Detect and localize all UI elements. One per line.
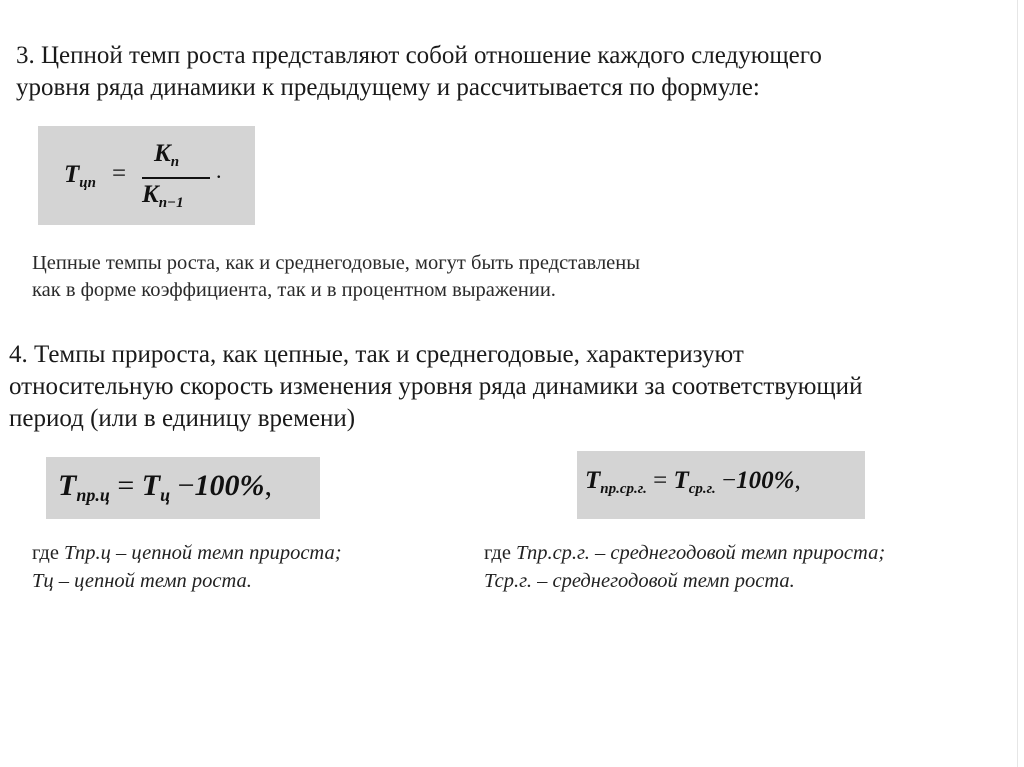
note-line-2: как в форме коэффициента, так и в процентном выражении. [32, 279, 556, 301]
formula-numerator [154, 140, 180, 171]
formula-end-mark: . [216, 158, 222, 183]
definition-average-increment: Тпр.ср.г. – среднегодовой темп прироста; [516, 542, 886, 564]
numerator-subscript: n [170, 154, 180, 171]
lhs-subscript: пр.ср.г. [600, 481, 647, 498]
growth-rate-note [32, 250, 640, 304]
section-4-line-2: относительную скорость изменения уровня ряда динамики за соответствующий [9, 373, 863, 400]
denominator-symbol: K [142, 181, 159, 208]
definition-average-rate: Тср.г. – среднегодовой темп роста. [484, 570, 795, 592]
lhs-symbol: T [585, 467, 601, 494]
section-3-line-2: уровня ряда динамики к предыдущему и рассчитывается по формуле: [16, 74, 760, 101]
numerator-symbol: K [154, 140, 171, 167]
end-mark: , [264, 469, 273, 502]
percent-value: 100% [194, 469, 265, 502]
average-formula-content [585, 467, 801, 498]
definition-lead: где [32, 542, 59, 564]
equals-sign: = [117, 469, 135, 502]
definition-lead: где [484, 542, 511, 564]
section-4-line-3: период (или в единицу времени) [9, 405, 356, 432]
definition-chain-increment: Тпр.ц – цепной темп прироста; [64, 542, 342, 564]
definition-chain-rate: Тц – цепной темп роста. [32, 570, 252, 592]
average-increment-formula [577, 451, 865, 519]
definition-average-line-1 [484, 539, 885, 567]
rhs-subscript: ср.г. [688, 481, 716, 498]
lhs-symbol: T [64, 161, 80, 188]
rhs-subscript: ц [160, 485, 171, 506]
definition-chain-line-1 [32, 539, 342, 567]
definitions-chain [32, 539, 342, 595]
section-4-line-1: 4. Темпы прироста, как цепные, так и среднегодовые, характеризуют [9, 341, 744, 368]
formula-lhs [64, 161, 96, 192]
rhs-symbol: T [673, 467, 689, 494]
lhs-subscript: цп [79, 175, 96, 192]
chain-increment-formula [46, 457, 320, 519]
minus-sign: − [177, 469, 195, 502]
note-line-1: Цепные темпы роста, как и среднегодовые, могут быть представлены [32, 252, 641, 274]
formula-equals: = [112, 160, 127, 187]
chain-growth-formula [38, 126, 255, 225]
equals-sign: = [653, 467, 668, 494]
definitions-average [484, 539, 885, 595]
minus-sign: − [722, 467, 737, 494]
increment-formula-content [58, 469, 273, 506]
percent-value: 100% [736, 467, 795, 494]
lhs-subscript: пр.ц [76, 485, 110, 506]
slide-right-edge [1017, 0, 1018, 767]
fraction-bar [142, 177, 210, 179]
rhs-symbol: T [141, 469, 161, 502]
formula-denominator [142, 181, 184, 212]
denominator-subscript: n−1 [158, 195, 184, 212]
section-3-text [16, 40, 822, 104]
section-3-line-1: 3. Цепной темп роста представляют собой отношение каждого следующего [16, 42, 822, 69]
end-mark: , [794, 467, 801, 494]
section-4-text [9, 339, 862, 435]
lhs-symbol: T [58, 469, 77, 502]
